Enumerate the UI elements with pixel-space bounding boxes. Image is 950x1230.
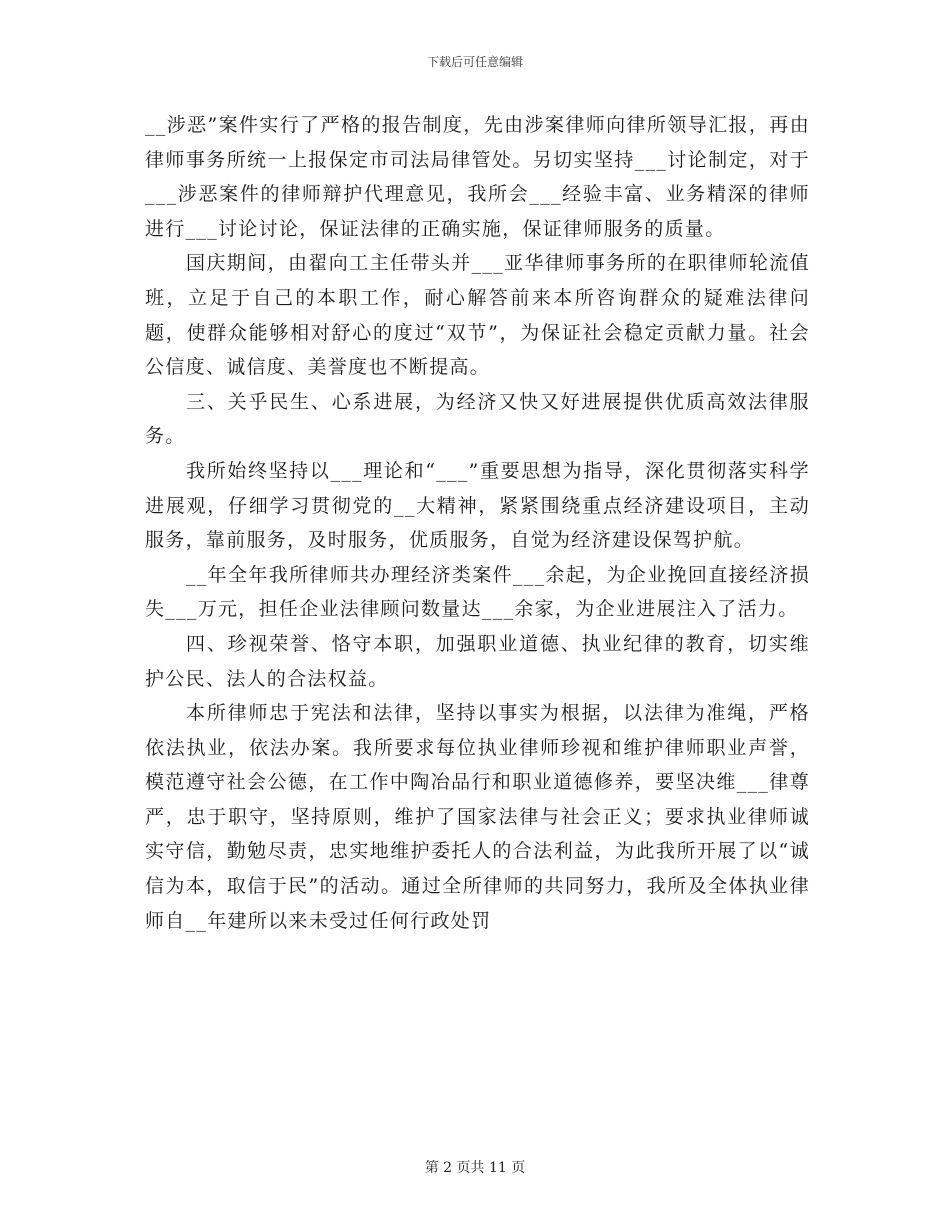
- section-heading-4: 四、珍视荣誉、恪守本职，加强职业道德、执业纪律的教育，切实维护公民、法人的合法权益。: [145, 632, 810, 690]
- paragraph-7: 本所律师忠于宪法和法律，坚持以事实为根据，以法律为准绳，严格依法执业，依法办案。我所要求每位执业律师珍视和维护律师职业声誉，模范遵守社会公德，在工作中陶冶品行和职业道德修养，要坚决维___律尊严，忠于职守，坚持原则，维护了国家法律与社会正义；要求执业律师诚实守信，勤勉尽责，忠实地维护委托人的合法利益，为此我所开展了以“诚信为本，取信于民”的活动。通过全所律师的共同努力，我所及全体执业律师自__年建所以来未受过任何行政处罚: [145, 702, 810, 932]
- paragraph-2: 国庆期间，由翟向工主任带头并___亚华律师事务所的在职律师轮流值班，立足于自己的本职工作，耐心解答前来本所咨询群众的疑难法律问题，使群众能够相对舒心的度过“双节”，为保证社会稳定贡献力量。社会公信度、诚信度、美誉度也不断提高。: [145, 252, 810, 379]
- page-number: 第 2 页共 11 页: [424, 1160, 526, 1176]
- paragraph-5: __年全年我所律师共办理经济类案件___余起，为企业挽回直接经济损失___万元，担任企业法律顾问数量达___余家，为企业进展注入了活力。: [145, 563, 810, 621]
- paragraph-4: 我所始终坚持以___理论和“___”重要思想为指导，深化贯彻落实科学进展观，仔细学习贯彻党的__大精神，紧紧围绕重点经济建设项目，主动服务，靠前服务，及时服务，优质服务，自觉为经济建设保驾护航。: [145, 459, 810, 552]
- document-body: [145, 108, 810, 938]
- section-heading-3: 三、关乎民生、心系进展，为经济又快又好进展提供优质高效法律服务。: [145, 390, 810, 448]
- page-header: 下载后可任意编辑: [426, 55, 523, 69]
- paragraph-1: __涉恶”案件实行了严格的报告制度，先由涉案律师向律所领导汇报，再由律师事务所统一上报保定市司法局律管处。另切实坚持___讨论制定，对于___涉恶案件的律师辩护代理意见，我所会___经验丰富、业务精深的律师进行___讨论讨论，保证法律的正确实施，保证律师服务的质量。: [145, 114, 810, 240]
